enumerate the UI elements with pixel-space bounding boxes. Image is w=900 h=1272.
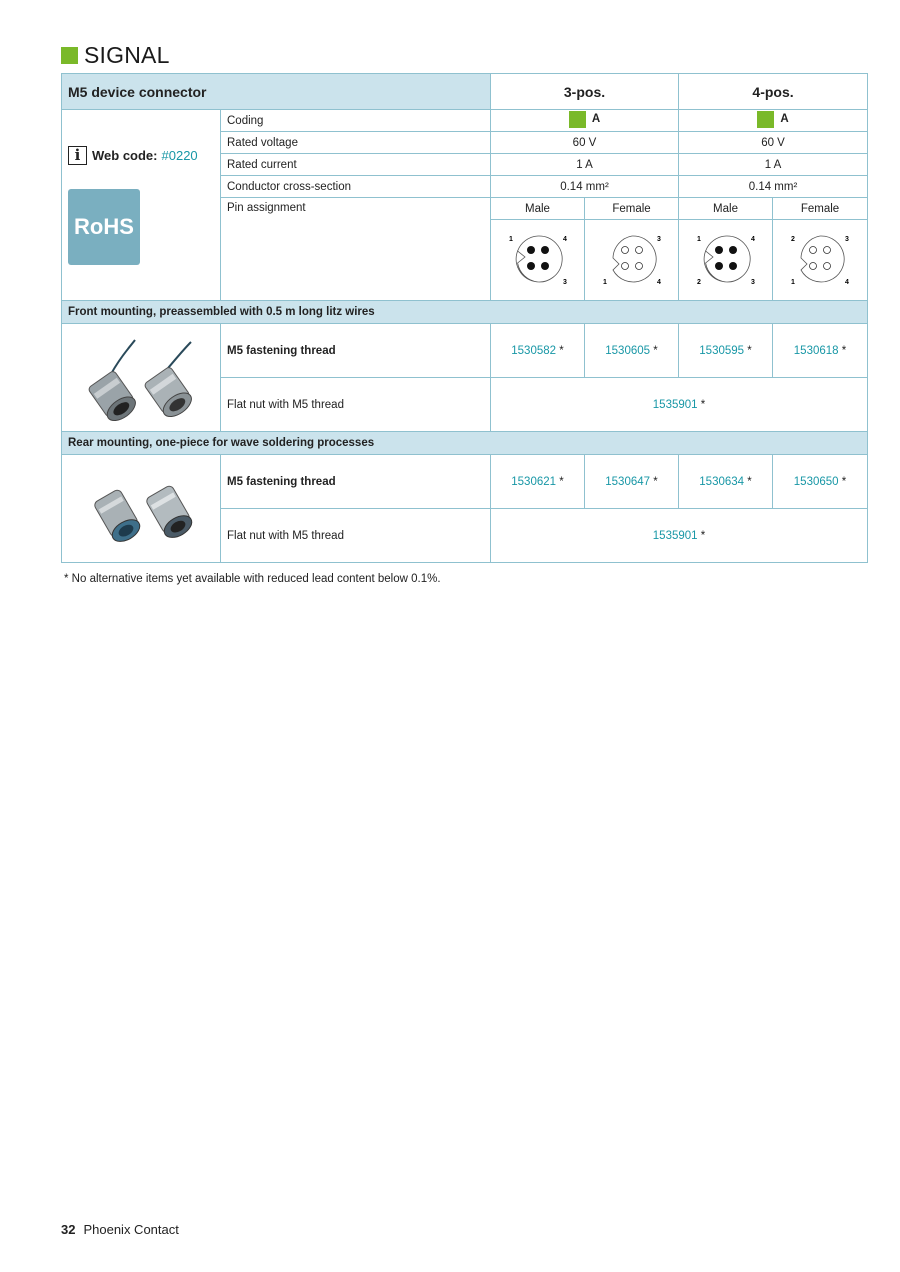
pin-label: 2 [696, 278, 701, 286]
pin-label: 4 [750, 235, 755, 243]
pin-label: 3 [562, 278, 567, 286]
web-code-label: Web code: [92, 147, 158, 163]
asterisk: * [653, 475, 658, 488]
asterisk: * [559, 344, 564, 357]
rohs-badge: RoHS [68, 189, 140, 265]
pin-gender: Female [773, 198, 868, 220]
pin-label: 2 [791, 235, 795, 243]
section-title: SIGNAL [84, 41, 170, 68]
part-number-link[interactable]: 1535901 [652, 529, 698, 542]
part-number-cell [585, 455, 679, 509]
spec-value: 0.14 mm² [679, 176, 868, 198]
group-header-rear-mounting: Rear mounting, one-piece for wave soldering processes [62, 432, 868, 455]
part-number-link[interactable]: 1530621 [511, 475, 557, 488]
product-table [61, 73, 868, 563]
page-number: 32 [61, 1222, 76, 1237]
pin-label: 1 [508, 235, 513, 243]
part-number-cell [773, 324, 868, 378]
part-number-link[interactable]: 1530647 [605, 475, 651, 488]
asterisk: * [653, 344, 658, 357]
product-image-rear [62, 455, 221, 563]
company-name: Phoenix Contact [83, 1222, 179, 1237]
asterisk: * [700, 529, 706, 542]
spec-value: 1 A [491, 154, 679, 176]
pin-label: 3 [656, 235, 661, 243]
coding-cell-3pos [491, 110, 679, 132]
pin-label: 1 [696, 235, 701, 243]
pin-label: 3 [845, 235, 849, 243]
part-number-link[interactable]: 1530650 [793, 475, 839, 488]
column-header-3pos: 3-pos. [491, 74, 679, 110]
row-label: M5 fastening thread [221, 455, 491, 509]
coding-cell-4pos [679, 110, 868, 132]
spec-value: 60 V [491, 132, 679, 154]
product-info-cell [62, 110, 221, 301]
part-number-cell [585, 324, 679, 378]
part-number-link[interactable]: 1530595 [699, 344, 745, 357]
pinout-diagram-female-4pos [773, 220, 868, 301]
asterisk: * [559, 475, 564, 488]
pinout-diagram-male-4pos [679, 220, 773, 301]
part-number-link[interactable]: 1530634 [699, 475, 745, 488]
part-number-link[interactable]: 1530582 [511, 344, 557, 357]
product-title: M5 device connector [62, 74, 491, 110]
spec-label: Pin assignment [221, 198, 491, 301]
coding-color-swatch [569, 111, 586, 128]
part-number-link[interactable]: 1530618 [793, 344, 839, 357]
section-marker [61, 47, 78, 64]
section-header [61, 40, 170, 70]
part-number-cell [491, 324, 585, 378]
row-label: M5 fastening thread [221, 324, 491, 378]
part-number-cell [679, 455, 773, 509]
asterisk: * [747, 475, 752, 488]
pin-label: 4 [562, 235, 567, 243]
part-number-cell [491, 378, 868, 432]
part-number-link[interactable]: 1535901 [652, 398, 698, 411]
web-code-link[interactable]: #0220 [161, 147, 198, 163]
group-header-front-mounting: Front mounting, preassembled with 0.5 m long litz wires [62, 301, 868, 324]
pin-label: 3 [750, 278, 755, 286]
pin-gender: Male [679, 198, 773, 220]
spec-value: 60 V [679, 132, 868, 154]
asterisk: * [747, 344, 752, 357]
asterisk: * [700, 398, 706, 411]
spec-value: 1 A [679, 154, 868, 176]
row-label: Flat nut with M5 thread [221, 509, 491, 563]
coding-value: A [780, 113, 789, 125]
coding-value: A [591, 113, 601, 125]
spec-label: Rated current [221, 154, 491, 176]
web-code [68, 146, 214, 165]
spec-value: 0.14 mm² [491, 176, 679, 198]
spec-label: Rated voltage [221, 132, 491, 154]
row-label: Flat nut with M5 thread [221, 378, 491, 432]
asterisk: * [841, 475, 847, 488]
pin-label: 4 [845, 278, 849, 286]
pinout-diagram-female-3pos [585, 220, 679, 301]
page-footer [61, 1222, 179, 1237]
footnote: * No alternative items yet available with reduced lead content below 0.1%. [64, 573, 441, 585]
asterisk: * [841, 344, 847, 357]
product-image-front [62, 324, 221, 432]
spec-label: Conductor cross-section [221, 176, 491, 198]
pin-label: 4 [656, 278, 661, 286]
pin-gender: Female [585, 198, 679, 220]
part-number-link[interactable]: 1530605 [605, 344, 651, 357]
part-number-cell [491, 455, 585, 509]
pin-label: 1 [602, 278, 607, 286]
part-number-cell [773, 455, 868, 509]
info-icon: i [68, 146, 87, 165]
column-header-4pos: 4-pos. [679, 74, 868, 110]
pin-gender: Male [491, 198, 585, 220]
part-number-cell [491, 509, 868, 563]
spec-label: Coding [221, 110, 491, 132]
pin-label: 1 [791, 278, 795, 286]
pinout-diagram-male-3pos [491, 220, 585, 301]
part-number-cell [679, 324, 773, 378]
coding-color-swatch [757, 111, 774, 128]
